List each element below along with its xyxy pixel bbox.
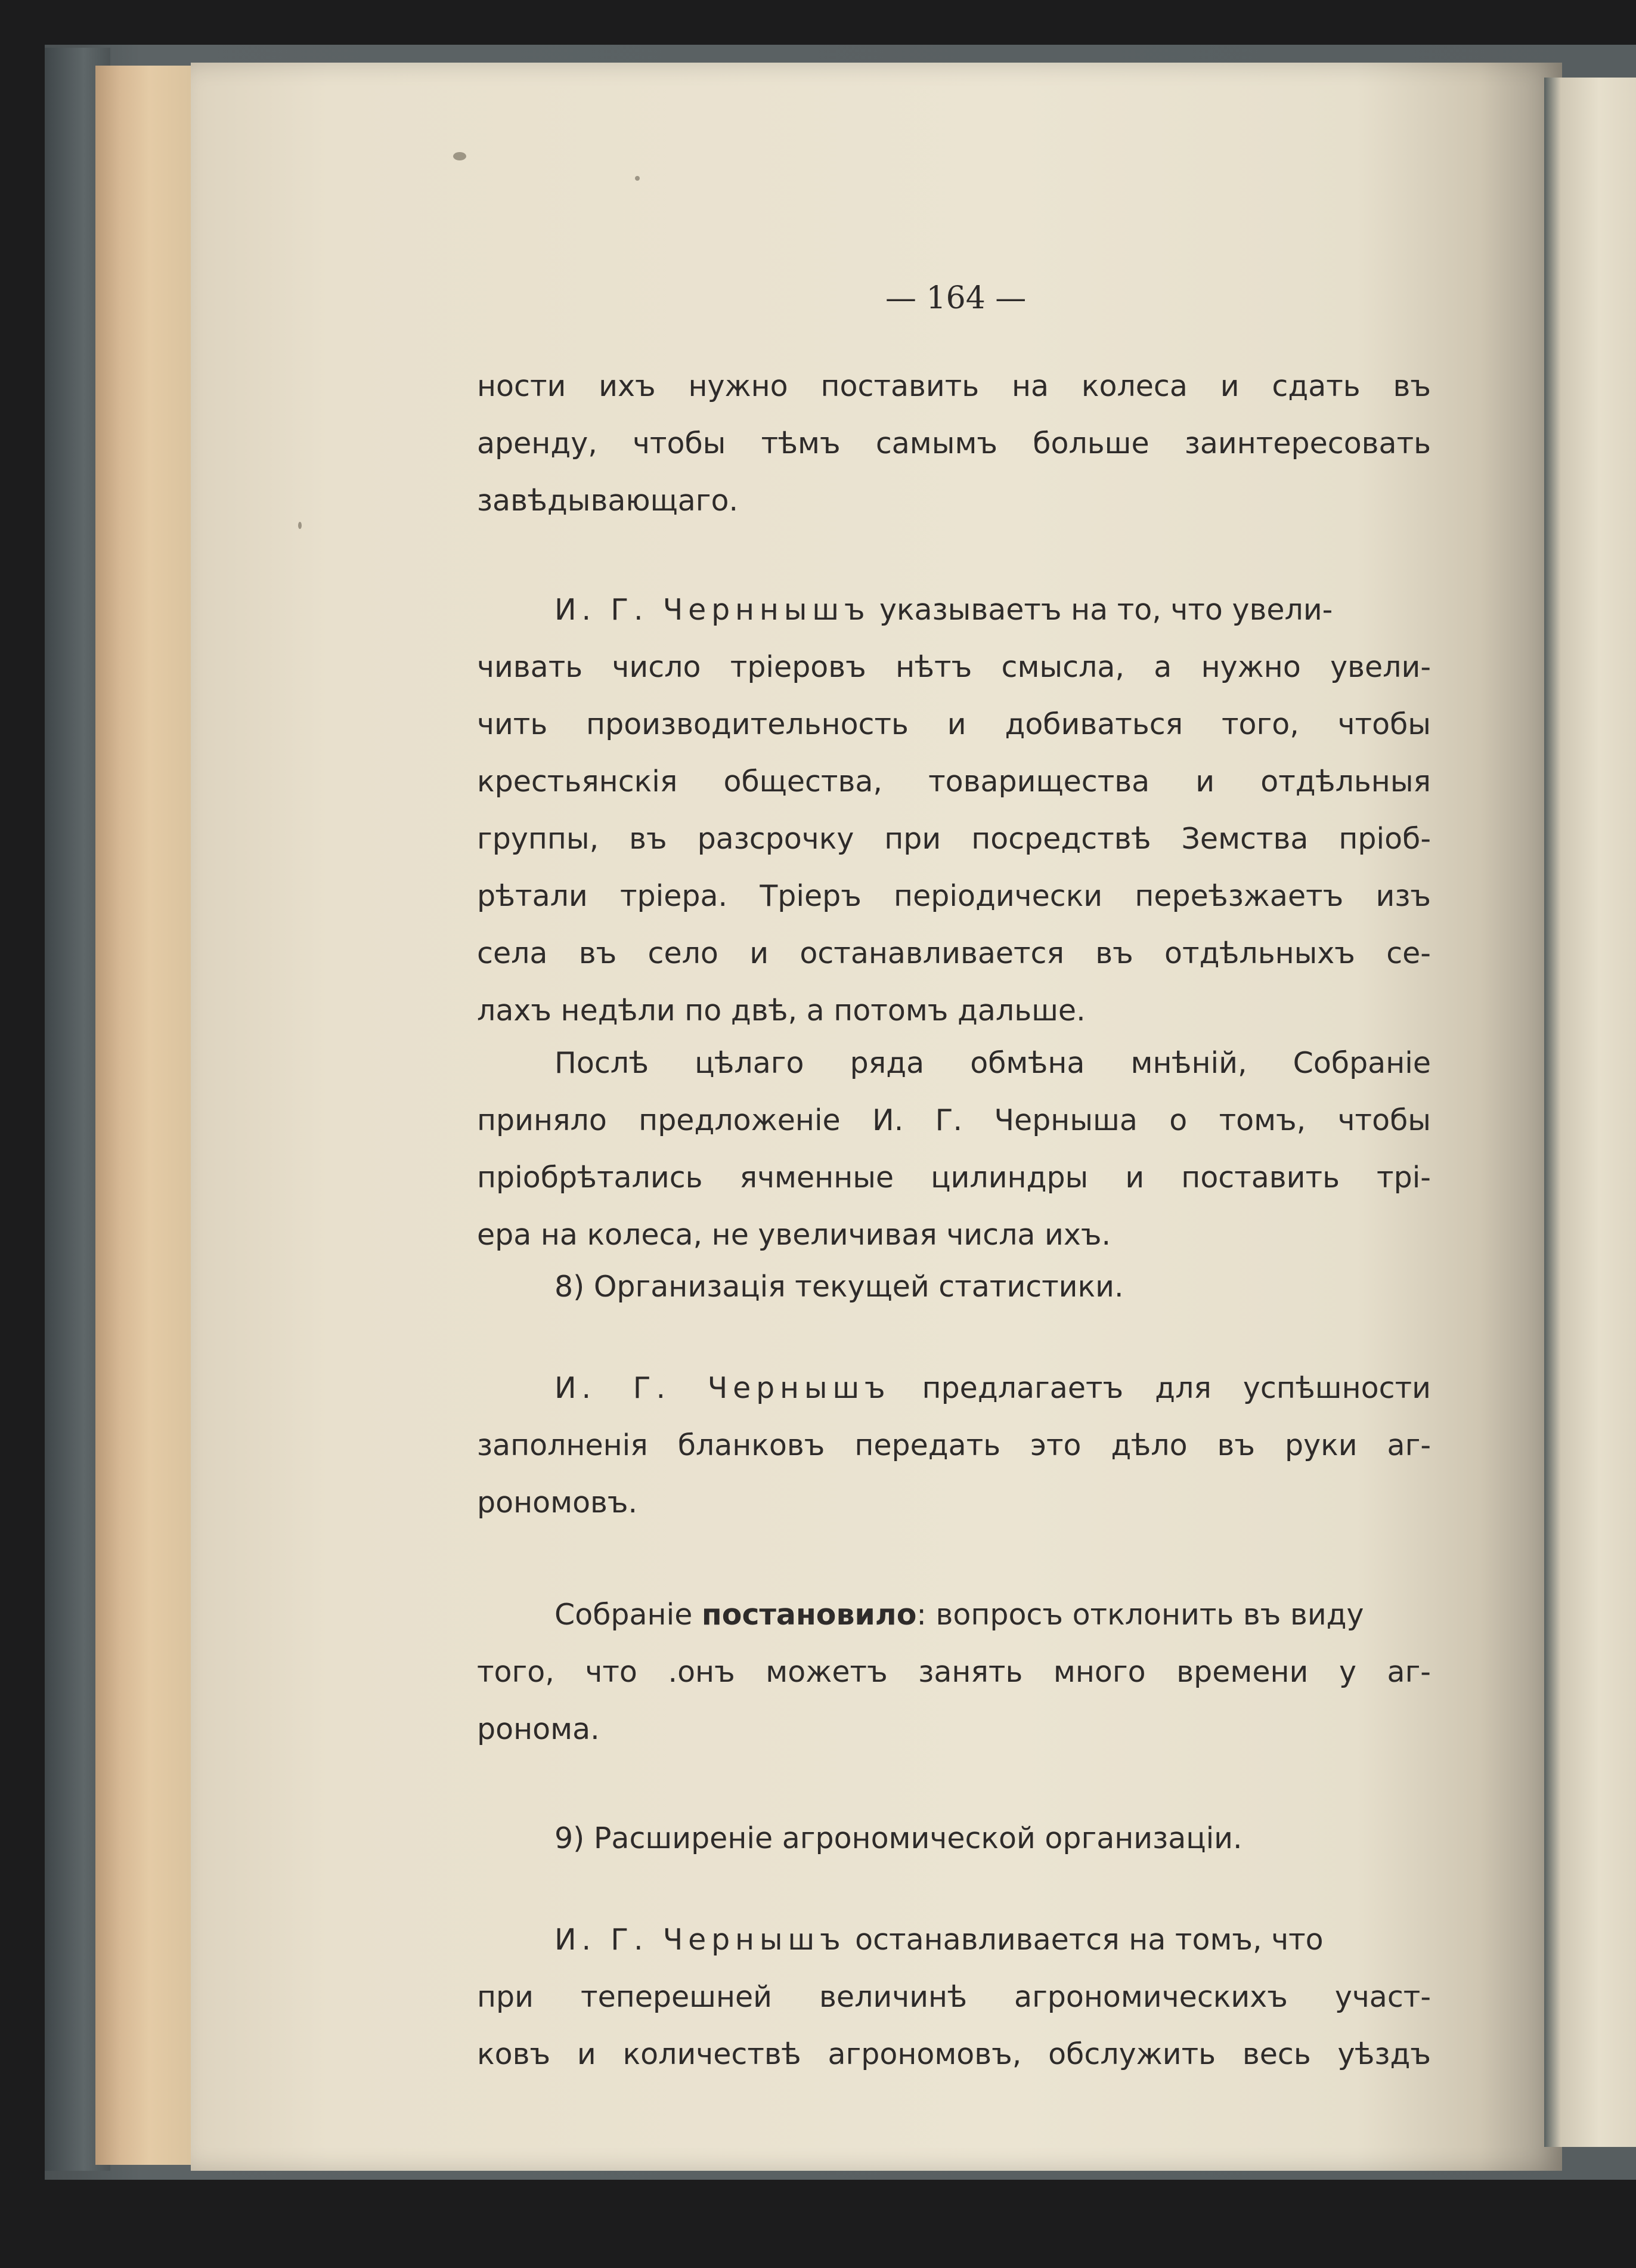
paragraph-3 (477, 1035, 1431, 1264)
text-line: 9) Расширеніе агрономической организаціи. (554, 1821, 1243, 1855)
text-span: останавливается на томъ, что (845, 1923, 1324, 1957)
text-line: ности ихъ нужно поставить на колеса и сдать въ (477, 369, 1431, 403)
text-span: предлагаетъ для успѣшности (890, 1371, 1431, 1405)
paragraph-6 (477, 1586, 1431, 1758)
bold-word: постановило (701, 1598, 917, 1632)
speaker-name: И. Г. Черннышъ (554, 593, 870, 627)
text-line: рономовъ. (477, 1486, 638, 1520)
text-line: 8) Организація текущей статистики. (554, 1270, 1124, 1304)
text-line: села въ село и останавливается въ отдѣльныхъ се- (477, 936, 1431, 970)
text-span: указываетъ на то, что увели- (870, 593, 1333, 627)
text-line: чивать число тріеровъ нѣтъ смысла, а нужно увели- (477, 650, 1431, 684)
text-line: чить производительность и добиваться того, чтобы (477, 707, 1431, 741)
text-line: приняло предложеніе И. Г. Черныша о томъ, чтобы (477, 1103, 1431, 1137)
paper-speck (453, 152, 466, 160)
text-line: ковъ и количествѣ агрономовъ, обслужить весь уѣздъ (477, 2037, 1431, 2071)
text-line (477, 1586, 1431, 1644)
paper-speck (635, 176, 640, 181)
text-line: ронома. (477, 1712, 600, 1746)
speaker-name: И. Г. Чернышъ (554, 1371, 891, 1405)
text-line: аренду, чтобы тѣмъ самымъ больше заинтересовать (477, 426, 1431, 460)
text-line: рѣтали тріера. Тріеръ періодически переѣзжаетъ изъ (477, 879, 1431, 913)
text-line: крестьянскія общества, товарищества и отдѣльныя (477, 765, 1431, 799)
section-heading-8 (477, 1258, 1431, 1316)
text-line: ера на колеса, не увеличивая числа ихъ. (477, 1218, 1111, 1252)
paragraph-8 (477, 1911, 1431, 2083)
speaker-name: И. Г. Чернышъ (554, 1923, 846, 1957)
text-line: завѣдывающаго. (477, 484, 739, 518)
paper-speck (298, 522, 302, 529)
text-line: пріобрѣтались ячменные цилиндры и поставить трі- (477, 1161, 1431, 1195)
paragraph-5 (477, 1360, 1431, 1531)
page-number: — 164 — (885, 280, 1027, 316)
next-page-edge (1544, 78, 1636, 2147)
paragraph-2 (477, 581, 1431, 1039)
paragraph-1 (477, 358, 1431, 530)
section-heading-9 (477, 1810, 1431, 1867)
text-line (477, 1360, 1431, 1417)
text-line: того, что .онъ можетъ занять много времени у аг- (477, 1655, 1431, 1689)
page-gutter-edge (95, 66, 194, 2165)
text-span: : вопросъ отклонить въ виду (916, 1598, 1364, 1632)
text-line (477, 1911, 1431, 1969)
text-line: Послѣ цѣлаго ряда обмѣна мнѣній, Собраніе (554, 1046, 1431, 1080)
text-line: при теперешней величинѣ агрономическихъ участ- (477, 1980, 1431, 2014)
text-line (477, 581, 1431, 639)
text-line: заполненія бланковъ передать это дѣло въ руки аг- (477, 1428, 1431, 1462)
text-span: Собраніе (554, 1598, 702, 1632)
text-line: группы, въ разсрочку при посредствѣ Земства пріоб- (477, 822, 1431, 856)
text-line: лахъ недѣли по двѣ, а потомъ дальше. (477, 994, 1086, 1028)
